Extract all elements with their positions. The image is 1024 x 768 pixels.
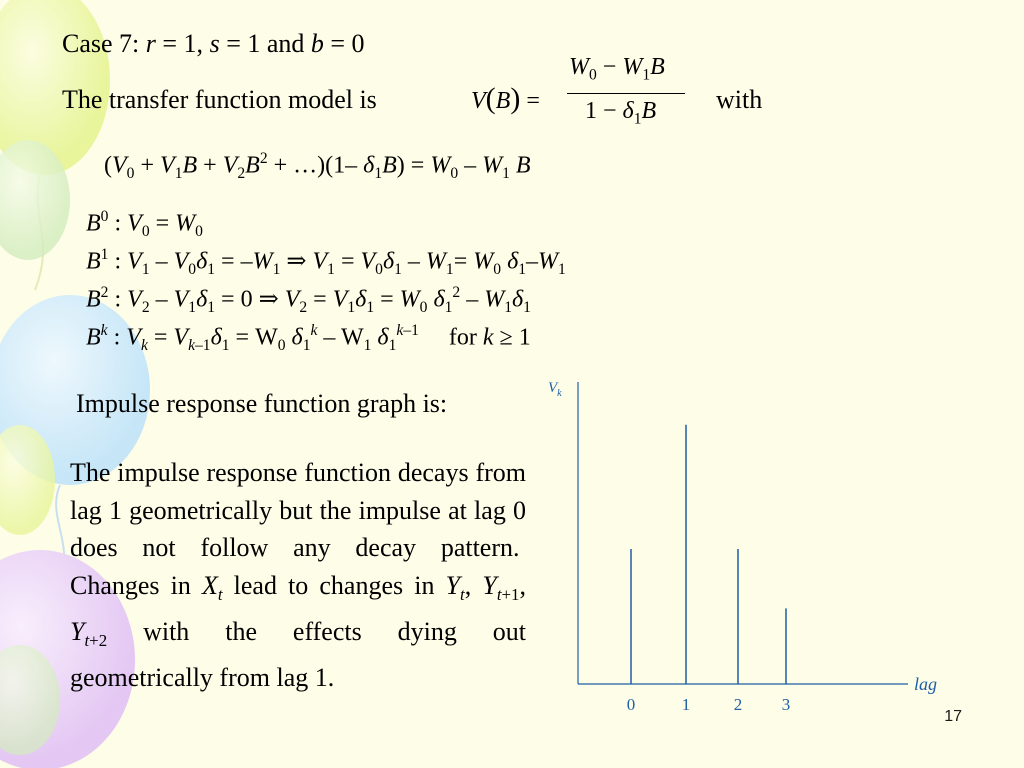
coefficient-line-b1: $B^1$ : $V_1 - V_0\delta_1 = -W_1$ ⇒ $V_1 = V_0\delta_1 - W_1= W_0$ $\delta_1-W_1$ <box>86 246 566 278</box>
coefficient-line-b0: $B^0$ : $V_0 = W_0$ <box>86 208 203 240</box>
case-var-s: s <box>209 29 220 58</box>
case-var-r: r <box>145 29 156 58</box>
y-axis-label: $V_k$ <box>548 380 562 399</box>
x-tick-label: 3 <box>781 695 791 714</box>
explanation-paragraph: The impulse response function decays from lag 1 geometrically but the impulse at lag 0 does not follow any decay pattern. Changes in $X_t$ lead to changes in $Y_t$, $Y_{t+1}$, $Y_{t+2}$ with the effects dying out geometrically from lag 1. <box>70 458 526 693</box>
impulse-heading: Impulse response function graph is: <box>76 389 448 418</box>
case-b-value: = 0 <box>323 29 365 58</box>
x-tick-label: 2 <box>733 695 743 714</box>
coefficient-line-bk: $B^k$ : $V_k = V_{k-1}\delta_1 = W_0$ $\delta_1^k - W_1$ $\delta_1^{k-1}$ for k ≥ 1 <box>86 322 531 354</box>
x-tick-label: 0 <box>626 695 636 714</box>
transfer-function-formula <box>471 54 691 132</box>
formula-denominator: $1 - \delta_1B$ <box>585 98 657 128</box>
impulse-response-chart <box>530 370 970 720</box>
page-number: 17 <box>944 708 962 725</box>
x-axis-label: lag <box>914 674 938 694</box>
formula-numerator: $W_0 - W_1B$ <box>569 54 665 84</box>
coefficient-line-b2: $B^2$ : $V_2 - V_1\delta_1 = 0$ ⇒ $V_2 = V_1\delta_1 = W_0$ $\delta_1^2 - W_1\delta_1$ <box>86 284 531 316</box>
case-heading <box>62 28 365 59</box>
fraction-bar <box>567 93 685 94</box>
case-r-value: = 1, <box>155 29 210 58</box>
transfer-intro: The transfer function model is <box>62 85 377 114</box>
case-heading-prefix: Case 7: <box>62 29 146 58</box>
expansion-equation: ($V_0 + V_1B + V_2B^2$ + …)(1– $\delta_1B) = W_0 - W_1$ B <box>104 150 531 182</box>
formula-lhs: V(B) = <box>471 82 540 115</box>
transfer-with: with <box>716 85 763 114</box>
case-s-value: = 1 and <box>219 29 311 58</box>
case-var-b: b <box>310 29 324 58</box>
x-tick-label: 1 <box>681 695 691 714</box>
